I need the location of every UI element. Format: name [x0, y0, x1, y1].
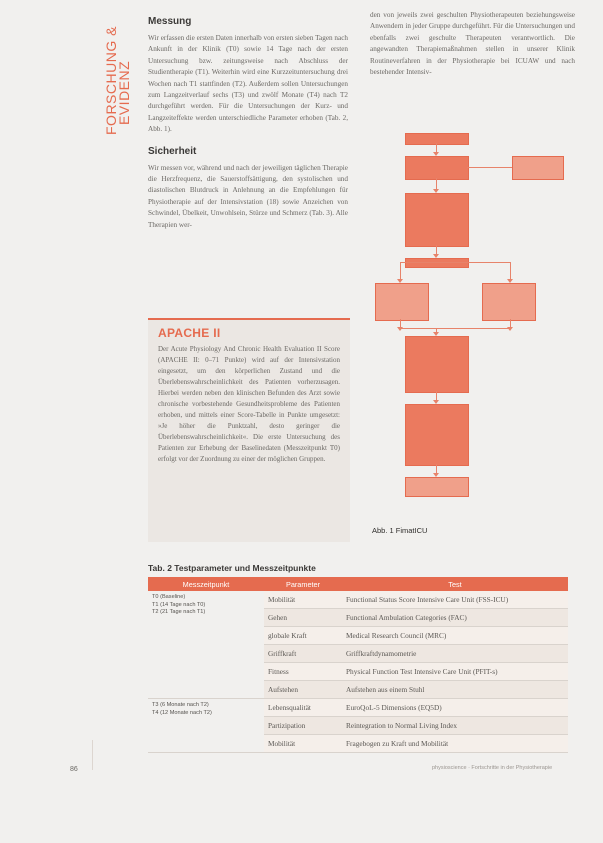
messung-text: Wir erfassen die ersten Daten innerhalb von ersten sieben Tagen nach Ankunft in der Klinik (T0) sowie 14 Tage nach der ersten Untersuchung bzw. zeitungsweise nach Abschluss der Studientherapie (T1). Weiterhin wird eine Kurzzeituntersuchung drei Wochen nach T1 stattfinden (T2). Außerdem sollen Untersuchungen zum Langzeitverlauf sechs (T3) und zwölf Monate (T4) nach T2 durchgeführt werden. Für die Untersuchungen der Kurz- und Langzeiteffekte werden unterschiedliche Parameter erhoben (Tab. 2, Abb. 1). — [148, 34, 348, 134]
flow-arrow — [510, 262, 511, 280]
flow-box-followup-1 — [405, 336, 469, 393]
mp-item: T0 (Baseline) — [152, 594, 186, 600]
margin-rule — [92, 740, 93, 770]
test-cell: Functional Ambulation Categories (FAC) — [342, 609, 568, 627]
flow-box-group-b — [482, 283, 536, 321]
flow-box-randomisation — [405, 258, 469, 268]
parameter-cell: Lebensqualität — [264, 699, 342, 717]
parameter-cell: Mobilität — [264, 591, 342, 609]
table-header-messzeitpunkt: Messzeitpunkt — [148, 577, 264, 591]
table-header-row — [148, 577, 568, 591]
parameter-cell: Gehen — [264, 609, 342, 627]
flow-connector — [400, 328, 510, 329]
flow-box-top — [405, 133, 469, 145]
mp-item: T4 (12 Monate nach T2) — [152, 709, 212, 716]
messung-heading: Messung — [148, 16, 192, 27]
test-cell: Reintegration to Normal Living Index — [342, 717, 568, 735]
flow-arrow — [436, 143, 437, 153]
table-header-test: Test — [342, 577, 568, 591]
test-cell: Griffkraftdynamometrie — [342, 645, 568, 663]
table-title: Tab. 2 Testparameter und Messzeitpunkte — [148, 563, 316, 573]
mp-item: T3 (6 Monate nach T2) — [152, 702, 209, 708]
flow-connector — [400, 262, 510, 263]
mp-item: T2 (21 Tage nach T1) — [152, 609, 206, 615]
test-cell: Physical Function Test Intensive Care Unit (PFIT-s) — [342, 663, 568, 681]
figure-caption: Abb. 1 FimatICU — [372, 526, 428, 535]
test-cell: EuroQoL-5 Dimensions (EQ5D) — [342, 699, 568, 717]
journal-footer: physioscience · Fortschritte in der Physiotherapie — [432, 765, 553, 771]
parameter-cell: Fitness — [264, 663, 342, 681]
flow-box-followup-2 — [405, 404, 469, 466]
right-column-text: den von jeweils zwei geschulten Physiotherapeuten beziehungsweise Anwendern in jeder Gruppe durchgeführt. Für die Untersuchungen und ebenfalls zwei geschulte Therapeuten verantwortlich. Die angewandten Therapiemaßnahmen stellen in unserer Klinik Routineverfahren in der Physiotherapie bei ICUAW und nach bestehender Intensiv- — [370, 11, 575, 77]
left-column — [148, 16, 348, 231]
test-cell: Aufstehen aus einem Stuhl — [342, 681, 568, 699]
flow-arrow — [436, 391, 437, 401]
right-column — [370, 10, 575, 78]
parameter-cell: Mobilität — [264, 735, 342, 753]
flow-arrow — [436, 464, 437, 474]
apache-text: Der Acute Physiology And Chronic Health Evaluation II Score (APACHE II: 0–71 Punkte) wird auf der Intensivstation eingesetzt, um den körperlichen Zustand und die Überlebenswahrscheinlichkeit des Patienten vorherzusagen. Hierbei werden neben den klinischen Befunden des Arzt sowie chronische vorbestehende Gesundheitsprobleme des Patienten erhoben, und mittels einer Score-Tabelle in Punkte umgesetzt: »Je höher die Punktzahl, desto geringer die Überlebenswahrscheinlichkeit«. Die erste Untersuchung des Patienten zur Erhebung der Baselinedaten (Messzeitpunkt T0) erfolgt vor der Zuordnung zu einer der möglichen Gruppen. — [158, 345, 340, 463]
parameter-table — [148, 577, 568, 753]
flow-box-group-a — [375, 283, 429, 321]
test-cell: Functional Status Score Intensive Care Unit (FSS-ICU) — [342, 591, 568, 609]
parameter-cell: Partizipation — [264, 717, 342, 735]
apache-info-box — [148, 318, 350, 542]
test-cell: Fragebogen zu Kraft und Mobilität — [342, 735, 568, 753]
messzeitpunkt-group-1 — [148, 591, 264, 699]
messzeitpunkt-group-2 — [148, 699, 264, 753]
mp-item: T1 (14 Tage nach T0) — [152, 601, 206, 608]
sicherheit-heading: Sicherheit — [148, 145, 197, 157]
flow-arrow — [436, 178, 437, 190]
parameter-cell: Griffkraft — [264, 645, 342, 663]
flow-arrow — [400, 262, 401, 280]
flow-arrow — [400, 319, 401, 328]
flow-arrow — [436, 245, 437, 255]
flow-box-end — [405, 477, 469, 497]
table-row — [148, 699, 568, 717]
flow-arrow — [436, 328, 437, 333]
table-header-parameter: Parameter — [264, 577, 342, 591]
flow-box-baseline — [405, 193, 469, 247]
table-row — [148, 591, 568, 609]
side-label-line1: FORSCHUNG & — [103, 26, 119, 135]
parameter-cell: globale Kraft — [264, 627, 342, 645]
flow-box-screening — [405, 156, 469, 180]
apache-title: APACHE II — [158, 326, 221, 340]
flow-connector — [467, 167, 512, 168]
side-label-line2: EVIDENZ — [116, 60, 132, 125]
sicherheit-text: Wir messen vor, während und nach der jeweiligen täglichen Therapie die Herzfrequenz, die Sauerstoffsättigung, den systolischen und diastolischen Blutdruck in Anlehnung an die Empfehlungen für Physiotherapie auf der Intensivstation (18) sowie Anzeichen von Schwindel, Übelkeit, Unwohlsein, Stürze und Schmerz (Tab. 3). Alle Therapien wer- — [148, 163, 348, 229]
flow-arrow — [510, 319, 511, 328]
flowchart-figure — [370, 128, 570, 518]
test-cell: Medical Research Council (MRC) — [342, 627, 568, 645]
parameter-cell: Aufstehen — [264, 681, 342, 699]
page-number: 86 — [70, 766, 78, 773]
section-side-label — [103, 10, 131, 140]
flow-box-excluded — [512, 156, 564, 180]
